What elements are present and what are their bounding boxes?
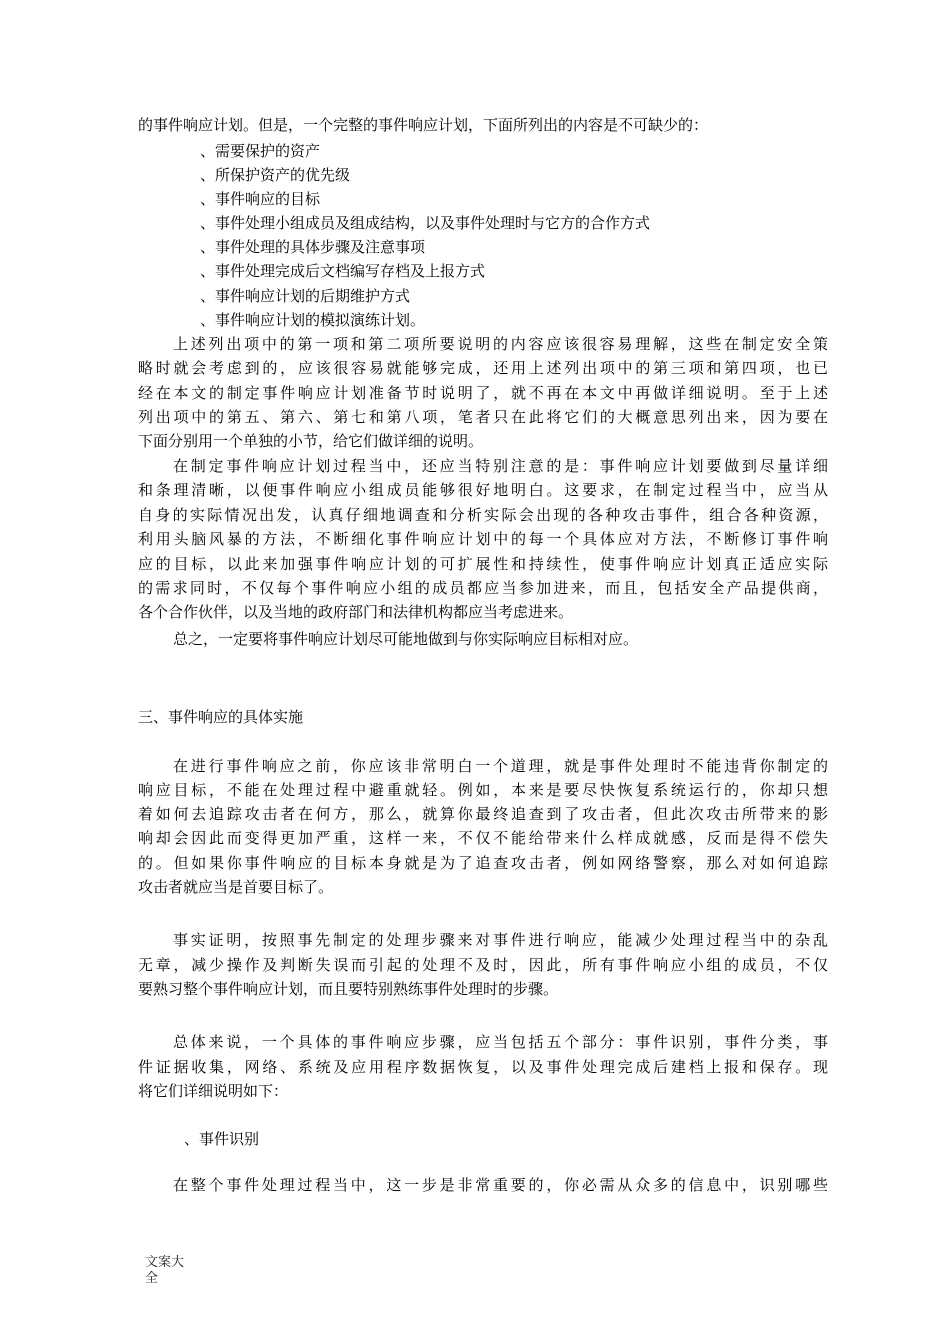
paragraph-line: 经在本文的制定事件响应计划准备节时说明了，就不再在本文中再做详细说明。至于上述 [138, 384, 828, 402]
paragraph-line: 件证据收集，网络、系统及应用程序数据恢复，以及事件处理完成后建档上报和保存。现 [138, 1058, 828, 1076]
paragraph-line: 的。但如果你事件响应的目标本身就是为了追查攻击者，例如网络警察，那么对如何追踪 [138, 854, 828, 872]
list-item: 、事件响应的目标 [200, 190, 321, 208]
paragraph-line: 在进行事件响应之前，你应该非常明白一个道理，就是事件处理时不能违背你制定的 [173, 757, 828, 775]
paragraph-line: 无章，减少操作及判断失误而引起的处理不及时，因此，所有事件响应小组的成员，不仅 [138, 956, 828, 974]
subheading: 、事件识别 [184, 1130, 260, 1148]
paragraph-line: 攻击者就应当是首要目标了。 [138, 878, 334, 896]
paragraph-line: 应的目标，以此来加强事件响应计划的可扩展性和持续性，使事件响应计划真正适应实际 [138, 555, 828, 573]
section-heading: 三、事件响应的具体实施 [138, 708, 304, 726]
paragraph-line: 总体来说，一个具体的事件响应步骤，应当包括五个部分：事件识别，事件分类，事 [173, 1033, 828, 1051]
page-footer: 文案大全 [145, 1255, 185, 1286]
paragraph-line: 各个合作伙伴，以及当地的政府部门和法律机构都应当考虑进来。 [138, 603, 574, 621]
list-item: 、事件处理完成后文档编写存档及上报方式 [200, 262, 486, 280]
paragraph-line: 的需求同时，不仅每个事件响应小组的成员都应当参加进来，而且，包括安全产品提供商， [138, 579, 828, 597]
paragraph-7: 在整个事件处理过程当中，这一步是非常重要的，你必需从众多的信息中，识别哪些 [173, 1176, 828, 1194]
paragraph-line: 列出项中的第五、第六、第七和第八项，笔者只在此将它们的大概意思列出来，因为要在 [138, 408, 828, 426]
paragraph-line: 将它们详细说明如下： [138, 1082, 289, 1100]
list-item: 、需要保护的资产 [200, 142, 321, 160]
list-item: 、事件响应计划的模拟演练计划。 [200, 311, 426, 329]
paragraph-line: 响应目标，不能在处理过程中避重就轻。例如，本来是要尽快恢复系统运行的，你却只想 [138, 781, 828, 799]
paragraph-line: 略时就会考虑到的，应该很容易就能够完成，还用上述列出项中的第三项和第四项，也已 [138, 359, 828, 377]
paragraph-line: 着如何去追踪攻击者在何方，那么，就算你最终追查到了攻击者，但此次攻击所带来的影 [138, 805, 828, 823]
paragraph-line: 在制定事件响应计划过程当中，还应当特别注意的是：事件响应计划要做到尽量详细 [173, 457, 828, 475]
paragraph-3: 总之，一定要将事件响应计划尽可能地做到与你实际响应目标相对应。 [173, 630, 639, 648]
paragraph-line: 要熟习整个事件响应计划，而且要特别熟练事件处理时的步骤。 [138, 980, 559, 998]
list-item: 、事件处理小组成员及组成结构，以及事件处理时与它方的合作方式 [200, 214, 651, 232]
paragraph-line: 事实证明，按照事先制定的处理步骤来对事件进行响应，能减少处理过程当中的杂乱 [173, 931, 828, 949]
paragraph-line: 响却会因此而变得更加严重，这样一来，不仅不能给带来什么样成就感，反而是得不偿失 [138, 829, 828, 847]
paragraph-line: 下面分别用一个单独的小节，给它们做详细的说明。 [138, 432, 484, 450]
list-item: 、所保护资产的优先级 [200, 166, 351, 184]
paragraph-line: 利用头脑风暴的方法，不断细化事件响应计划中的每一个具体应对方法，不断修订事件响 [138, 530, 828, 548]
paragraph-line: 和条理清晰，以便事件响应小组成员能够很好地明白。这要求，在制定过程当中，应当从 [138, 481, 828, 499]
list-item: 、事件响应计划的后期维护方式 [200, 287, 411, 305]
intro-line: 的事件响应计划。但是，一个完整的事件响应计划，下面所列出的内容是不可缺少的： [138, 116, 709, 134]
list-item: 、事件处理的具体步骤及注意事项 [200, 238, 426, 256]
paragraph-line: 上述列出项中的第一项和第二项所要说明的内容应该很容易理解，这些在制定安全策 [173, 335, 828, 353]
paragraph-line: 自身的实际情况出发，认真仔细地调查和分析实际会出现的各种攻击事件，组合各种资源， [138, 506, 828, 524]
